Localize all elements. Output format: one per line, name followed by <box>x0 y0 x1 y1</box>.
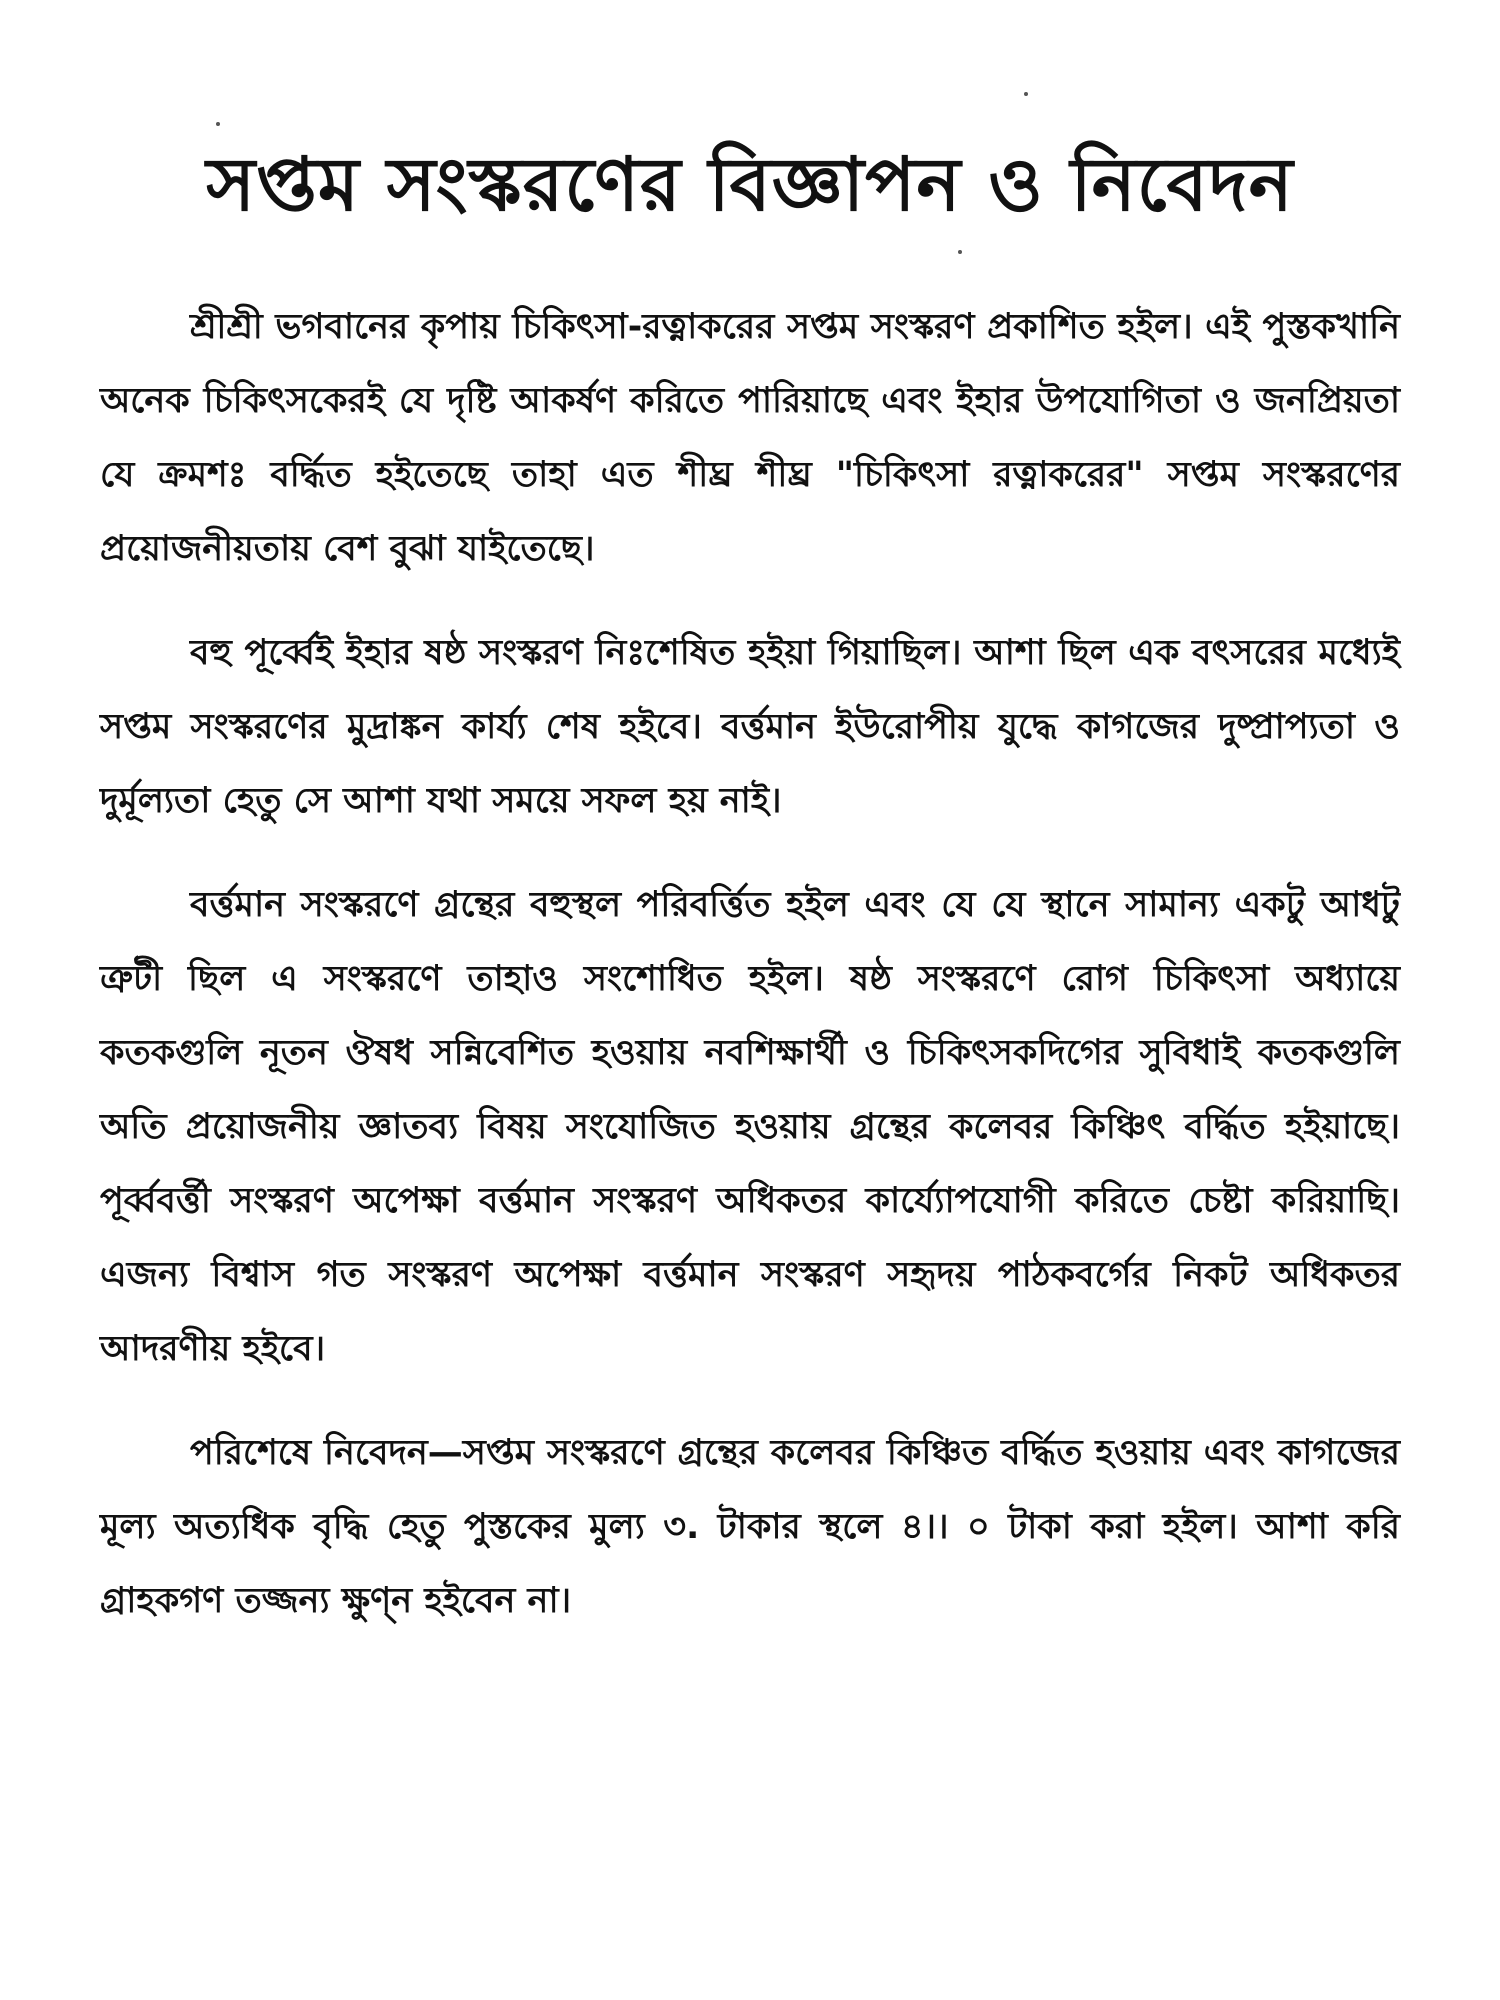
print-speck <box>216 122 220 126</box>
page-title: সপ্তম সংস্করণের বিজ্ঞাপন ও নিবেদন <box>206 142 1294 228</box>
print-speck <box>958 250 962 254</box>
body-text <box>100 290 1400 1638</box>
paragraph-2: বহু পূর্ব্বেই ইহার ষষ্ঠ সংস্করণ নিঃশেষিত হইয়া গিয়াছিল। আশা ছিল এক বৎসরের মধ্যেই সপ্তম সংস্করণের মুদ্রাঙ্কন কার্য্য শেষ হইবে। বর্ত্তমান ইউরোপীয় যুদ্ধে কাগজের দুষ্প্রাপ্যতা ও দুর্মূল্যতা হেতু সে আশা যথা সময়ে সফল হয় নাই। <box>100 633 1400 821</box>
paragraph-1: শ্রীশ্রী ভগবানের কৃপায় চিকিৎসা-রত্নাকরের সপ্তম সংস্করণ প্রকাশিত হইল। এই পুস্তকখানি অনেক চিকিৎসকেরই যে দৃষ্টি আকর্ষণ করিতে পারিয়াছে এবং ইহার উপযোগিতা ও জনপ্রিয়তা যে ক্রমশঃ বর্দ্ধিত হইতেছে তাহা এত শীঘ্র শীঘ্র "চিকিৎসা রত্নাকরের" সপ্তম সংস্করণের প্রয়োজনীয়তায় বেশ বুঝা যাইতেছে। <box>100 307 1400 569</box>
paragraph-3: বর্ত্তমান সংস্করণে গ্রন্থের বহুস্থল পরিবর্ত্তিত হইল এবং যে যে স্থানে সামান্য একটু আধটু ত্রুটী ছিল এ সংস্করণে তাহাও সংশোধিত হইল। ষষ্ঠ সংস্করণে রোগ চিকিৎসা অধ্যায়ে কতকগুলি নূতন ঔষধ সন্নিবেশিত হওয়ায় নবশিক্ষার্থী ও চিকিৎসকদিগের সুবিধাই কতকগুলি অতি প্রয়োজনীয় জ্ঞাতব্য বিষয় সংযোজিত হওয়ায় গ্রন্থের কলেবর কিঞ্চিৎ বর্দ্ধিত হইয়াছে। পূর্ব্ববর্ত্তী সংস্করণ অপেক্ষা বর্ত্তমান সংস্করণ অধিকতর কার্য্যোপযোগী করিতে চেষ্টা করিয়াছি। এজন্য বিশ্বাস গত সংস্করণ অপেক্ষা বর্ত্তমান সংস্করণ সহৃদয় পাঠকবর্গের নিকট অধিকতর আদরণীয় হইবে। <box>100 885 1400 1369</box>
paragraph-4: পরিশেষে নিবেদন—সপ্তম সংস্করণে গ্রন্থের কলেবর কিঞ্চিত বর্দ্ধিত হওয়ায় এবং কাগজের মূল্য অত্যধিক বৃদ্ধি হেতু পুস্তকের মুল্য ৩. টাকার স্থলে ৪।। ০ টাকা করা হইল। আশা করি গ্রাহকগণ তজ্জন্য ক্ষুণ্ন হইবেন না। <box>100 1433 1400 1621</box>
print-speck <box>1024 92 1028 96</box>
